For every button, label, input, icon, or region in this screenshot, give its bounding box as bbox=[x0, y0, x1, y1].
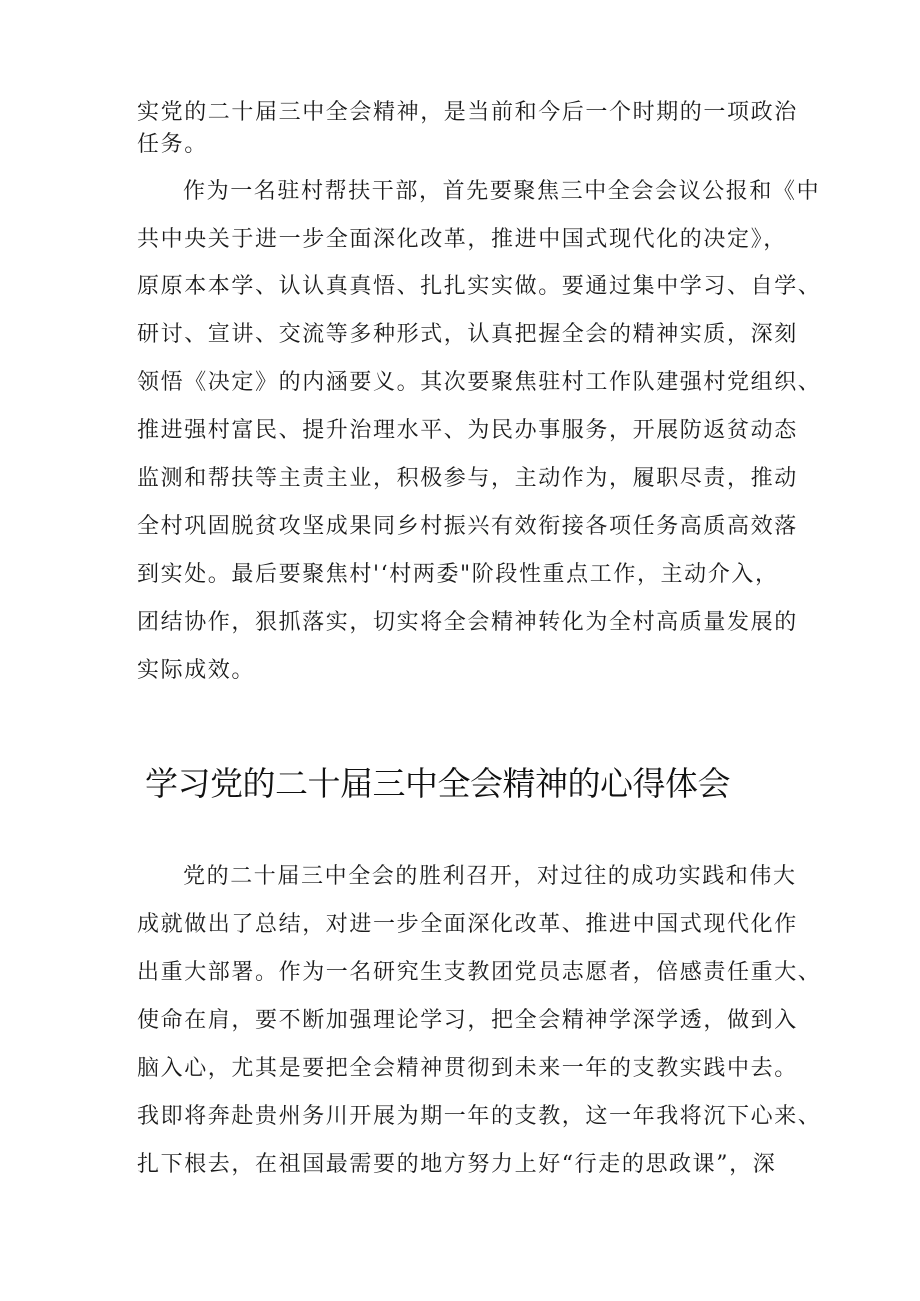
paragraph-line: 研讨、宣讲、交流等多种形式，认真把握全会的精神实质，深刻 bbox=[137, 322, 798, 347]
paragraph-line: 监测和帮扶等主责主业，积极参与，主动作为，履职尽责，推动 bbox=[137, 466, 798, 491]
paragraph-line: 使命在肩，要不断加强理论学习，把全会精神学深学透，做到入 bbox=[137, 1008, 798, 1033]
section-heading: 学习党的二十届三中全会精神的心得体会 bbox=[145, 764, 730, 803]
paragraph-line: 党的二十届三中全会的胜利召开，对过往的成功实践和伟大 bbox=[183, 864, 797, 889]
paragraph-line: 推进强村富民、提升治理水平、为民办事服务，开展防返贫动态 bbox=[137, 418, 798, 443]
paragraph-line: 实际成效。 bbox=[137, 658, 256, 683]
paragraph-line: 我即将奔赴贵州务川开展为期一年的支教，这一年我将沉下心来、 bbox=[137, 1104, 822, 1129]
paragraph-line: 原原本本学、认认真真悟、扎扎实实做。要通过集中学习、自学、 bbox=[137, 274, 822, 299]
paragraph-line: 出重大部署。作为一名研究生支教团党员志愿者，倍感责任重大、 bbox=[137, 960, 822, 985]
paragraph-line: 脑入心，尤其是要把全会精神贯彻到未来一年的支教实践中去。 bbox=[137, 1056, 798, 1081]
paragraph-line: 团结协作，狠抓落实，切实将全会精神转化为全村高质量发展的 bbox=[137, 610, 798, 635]
paragraph-line: 全村巩固脱贫攻坚成果同乡村振兴有效衔接各项任务高质高效落 bbox=[137, 514, 798, 539]
paragraph-line: 到实处。最后要聚焦村'‘村两委"阶段性重点工作，主动介入， bbox=[137, 562, 779, 587]
paragraph-line: 扎下根去，在祖国最需要的地方努力上好“行走的思政课”，深 bbox=[137, 1152, 777, 1177]
paragraph-line: 实党的二十届三中全会精神，是当前和今后一个时期的一项政治 bbox=[137, 100, 798, 125]
paragraph-line: 成就做出了总结，对进一步全面深化改革、推进中国式现代化作 bbox=[137, 912, 798, 937]
paragraph-line: 共中央关于进一步全面深化改革，推进中国式现代化的决定》， bbox=[137, 227, 787, 252]
paragraph-line: 领悟《决定》的内涵要义。其次要聚焦驻村工作队建强村党组织、 bbox=[137, 370, 822, 395]
paragraph-line: 任务。 bbox=[137, 132, 208, 157]
paragraph-line: 作为一名驻村帮扶干部，首先要聚焦三中全会会议公报和《中 bbox=[183, 179, 821, 204]
